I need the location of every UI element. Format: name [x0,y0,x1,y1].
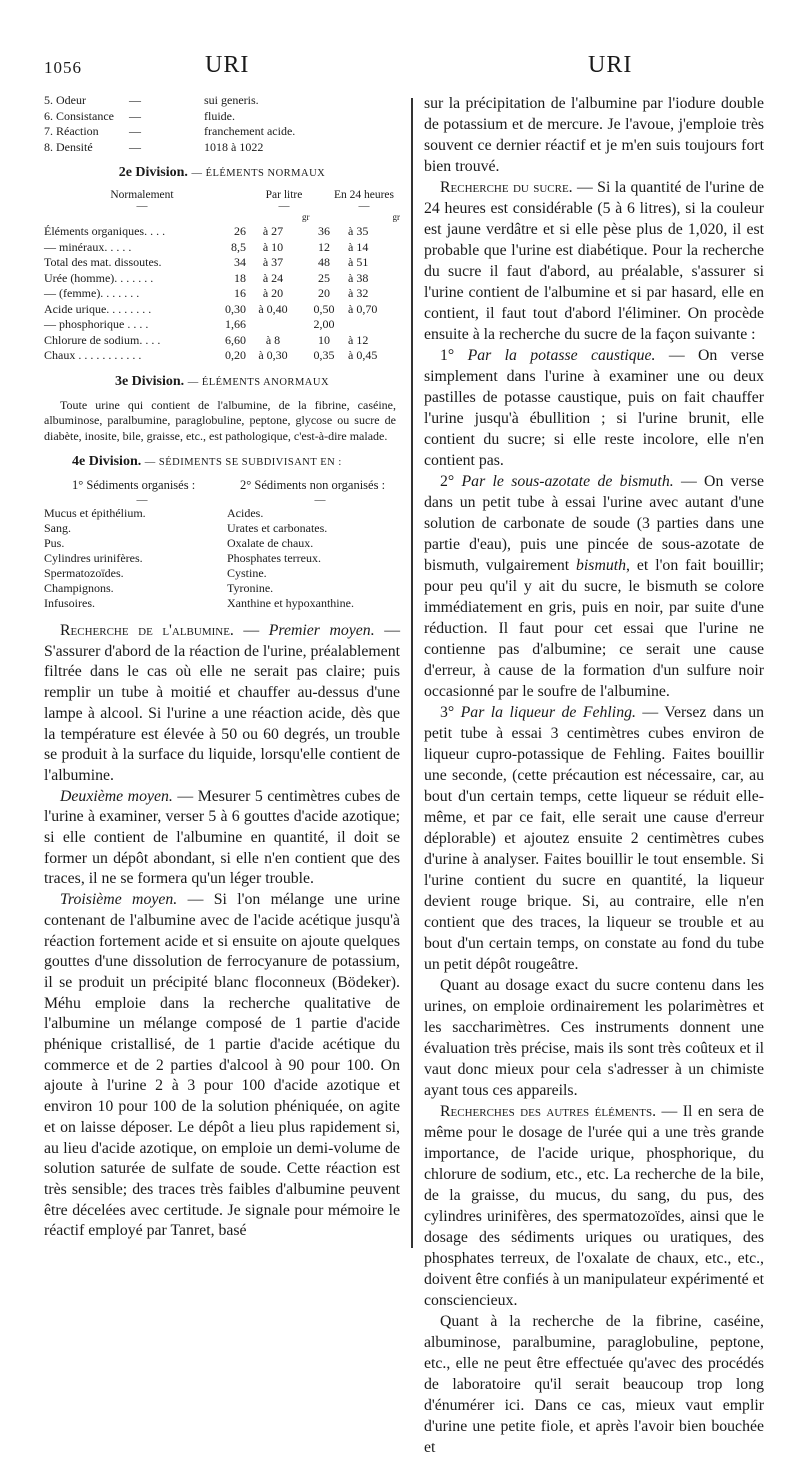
page-header [0,52,800,82]
sediment-row: Cylindres urinifères. Phosphates terreux. [44,551,321,565]
property-row: 6. Consistance — fluide. [44,108,235,123]
sediment-row: Spermatozoïdes. Cystine. [44,566,267,580]
sediment-row: Champignons. Tyronine. [44,581,274,595]
property-row: 7. Réaction — franchement acide. [44,124,296,138]
table-row: — (femme). . . . . . . 16 à 20 20 à 32 [44,286,369,300]
table-dashes: — — — [136,200,370,212]
col-normalement: Normalement [110,189,174,201]
table-row: — phosphorique . . . . 1,66 2,00 [44,317,335,331]
abnormal-elements-text: Toute urine qui contient de l'albumine, de la fibrine, caséine, albuminose, paralbumine, paraglobuline, peptone, glycose ou sucre de diabète, inosite, bile, graisse, etc., est pathologique, c'est-à-dire malade. [44,397,396,443]
property-row: 8. Densité — 1018 à 1022 [44,139,264,154]
sediment-row: Mucus et épithélium. Acides. [44,506,264,520]
table-row: Éléments organiques. . . . 26 à 27 36 à 35 [44,224,369,238]
table-row: Chaux . . . . . . . . . . . 0,20 à 0,30 0,35 à 0,45 [44,348,378,362]
sediment-row: Sang. Urates et carbonates. [44,521,328,535]
sediment-row: Infusoires. Xanthine et hypoxanthine. [44,596,354,610]
paragraph-potasse: 1° Par la potasse caustique. — On verse simplement dans l'urine à examiner une ou deux pastilles de potasse caustique, puis on fait chauffer l'urine jusqu'à ébullition ; si l'urine brunit, elle contient du sucre; si elle reste incolore, elle n'en contient pas. [424,347,764,469]
division-4-heading: 4e Division. — SÉDIMENTS SE SUBDIVISANT EN : [72,454,342,469]
albumine-section: Recherche de l'albumine. — Premier moyen. — S'assurer d'abord de la réaction de l'urine, préalablement filtrée dans le cas où elle ne serait pas claire; puis remplir un tube à moitié et chauffer au-dessus d'une lampe à alcool. Si l'urine a une réaction acide, dès que la température est élevée à 50 ou 60 degrés, un trouble se produit à la surface du liquide, lorsqu'elle contient de l'albumine. Deuxième moyen. — Mesurer 5 centimètres cubes de l'urine à examiner, verser 5 à 6 gouttes d'acide azotique; si elle contient de l'albumine en quantité, il doit se former un dépôt abondant, si elle n'en contient que des traces, il ne se formera qu'un léger trouble. Troisième moyen. — Si l'on mélange une urine contenant de l'albumine avec de l'acide acétique jusqu'à réaction fortement acide et si ensuite on ajoute quelques gouttes d'une dissolution de ferrocyanure de potassium, il se produit un précipité blanc floconneux (Bödeker). Méhu emploie dans la recherche qualitative de l'albumine un mélange composé de 1 partie d'acide phénique cristallisé, de 1 partie d'acide acétique du commerce et de 2 parties d'alcool à 90 pour 100. On ajoute à l'urine 2 à 3 pour 100 d'acide azotique et environ 10 pour 100 de la solution phéniquée, on agite et on laisse déposer. Le dépôt a lieu plus rapidement si, au lieu d'acide azotique, on emploie un demi-volume de solution saturée de sulfate de soude. Cette réaction est très sensible; des traces très faibles d'albumine peuvent être décelées avec certitude. Je signale pour mémoire le réactif employé par Tanret, basé [44,622,401,1240]
paragraph-bismuth: 2° Par le sous-azotate de bismuth. — On verse dans un petit tube à essai l'urine avec autant d'une solution de carbonate de soude (3 parties dans une partie d'eau), puis une pincée de sous-azotate de bismuth, vulgairement bismuth, et l'on fait bouillir; pour peu qu'il y ait du sucre, le bismuth se colore immédiatement en gris, puis en noir, par suite d'une réduction. Il faut pour cet essai que l'urine ne contienne pas d'albumine; ce serait une cause d'erreur, à cause de la formation d'un sulfure noir occasionné par le soufre de l'albumine. [424,473,764,700]
normal-elements-table-header [44,189,400,201]
paragraph-dosage: Quant au dosage exact du sucre contenu dans les urines, on emploie ordinairement les polarimètres et les saccharimètres. Ces instruments donnent une évaluation très précise, mais ils sont très coûteux et il vaut donc mieux pour cela s'adresser à un chimiste ayant tous ces appareils. [424,977,764,1099]
right-column [424,93,764,1458]
sediment-row: Pus. Oxalate de chaux. [44,536,314,550]
properties-list [44,93,400,155]
col-24-heures: En 24 heures [333,189,395,201]
col-par-litre: Par litre [265,189,303,201]
left-column [44,93,400,1242]
gram-units: gr gr [302,212,400,222]
paragraph-fehling: 3° Par la liqueur de Fehling. — Versez dans un petit tube à essai 3 centimètres cubes environ de liqueur cupro-potassique de Fehling. Faites bouillir une seconde, (cette précaution est nécessaire, car, au bout d'un certain temps, cette liqueur se réduit elle-même, et par ce fait, elle serait une cause d'erreur déplorable) et ajoutez ensuite 2 centimètres cubes d'urine à analyser. Faites bouillir le tout ensemble. Si l'urine contient du sucre en quantité, la liqueur devient rouge brique. Si, au contraire, elle n'en contient que des traces, la liqueur se trouble et au bout d'un certain temps, on constate au fond du tube un petit dépôt rougeâtre. [424,704,764,973]
sediments-header: 1° Sédiments organisés : 2° Sédiments non organisés : [72,478,386,492]
table-row: Acide urique. . . . . . . . 0,30 à 0,40 0,50 à 0,70 [44,301,378,316]
page-number: 1056 [44,58,82,77]
paragraph-autres: Recherches des autres éléments. — Il en sera de même pour le dosage de l'urée qui a une très grande importance, de l'acide urique, phosphorique, du chlorure de sodium, etc., etc. La recherche de la bile, de la graisse, du mucus, du sang, du pus, des cylindres urinifères, des spermatozoïdes, ainsi que le dosage des sédiments uriques ou uratiques, des phosphates terreux, de l'oxalate de chaux, etc., etc., doivent être confiés à un manipulateur expérimenté et consciencieux. [424,1103,764,1309]
running-title-right: URI [588,52,633,78]
sediments-table [44,506,400,611]
table-row: — minéraux. . . . . 8,5 à 10 12 à 14 [44,239,369,254]
running-title-left: URI [205,52,250,78]
paragraph-sucre: Recherche du sucre. — Si la quantité de l'urine de 24 heures est considérable (5 à 6 litres), si la couleur est jaune verdâtre et si elle pèse plus de 1,020, il est probable que l'urine est diabétique. Pour la recherche du sucre il faut d'abord, au préalable, s'assurer si l'urine contient de l'albumine et si par hasard, elle en contient, il faut tout d'abord l'éliminer. On procède ensuite à la recherche du sucre de la façon suivante : [424,179,764,343]
paragraph-albumine-end: sur la précipitation de l'albumine par l'iodure double de potassium et de mercure. Je l'avoue, j'emploie très souvent ce dernier réactif et je m'en suis toujours fort bien trouvé. [424,95,764,175]
division-3-heading: 3e Division. — ÉLÉMENTS ANORMAUX [114,373,330,389]
table-row: Chlorure de sodium. . . . 6,60 à 8 10 à 12 [44,332,369,347]
sediments-dashes: — — [136,494,326,506]
column-divider [411,98,413,1248]
table-row: Urée (homme). . . . . . . 18 à 24 25 à 38 [44,270,369,285]
normal-elements-table [44,224,400,364]
paragraph-fibrine: Quant à la recherche de la fibrine, caséine, albuminose, paralbumine, paraglobuline, peptone, etc., elle ne peut être effectuée qu'avec des procédés de laboratoire qu'il serait beaucoup trop long d'énumérer ici. Dans ce cas, mieux vaut emplir d'urine une petite fiole, et après l'avoir bien bouchée et [424,1313,764,1456]
property-row: 5. Odeur — sui generis. [44,93,259,107]
albumine-heading: Recherche de l'albumine. [60,622,234,639]
table-row: Total des mat. dissoutes. 34 à 37 48 à 51 [44,255,369,269]
division-2-heading: 2e Division. — ÉLÉMENTS NORMAUX [118,165,326,180]
